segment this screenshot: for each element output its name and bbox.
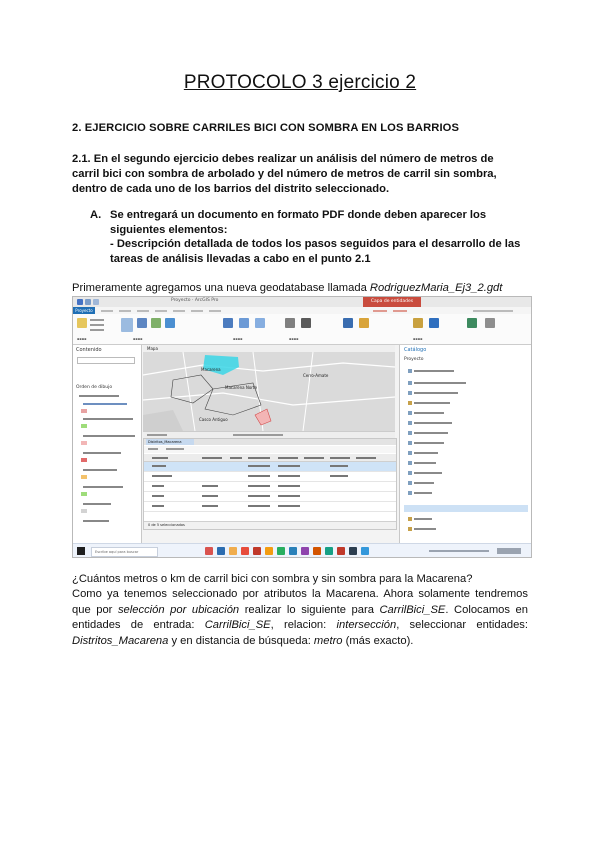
labeling-group-label: ▪▪▪▪ [413,337,423,341]
app-icon[interactable] [205,547,213,555]
table-row[interactable] [144,472,396,482]
contents-search-input[interactable] [77,357,135,364]
column-header[interactable] [248,457,270,459]
toc-selected-layer[interactable] [83,403,127,405]
selection-menu[interactable] [166,448,184,450]
layer-swatch [81,441,87,445]
layer-swatch [81,492,87,496]
text-run-italic: selección por ubicación [117,603,240,616]
catalog-item[interactable] [414,382,466,384]
toc-layer[interactable] [83,418,133,420]
app-icon[interactable] [217,547,225,555]
table-row[interactable] [144,482,396,492]
undo-icon[interactable] [93,299,99,305]
lock-icon[interactable] [429,318,439,328]
map-label: Macarena Norte [225,385,257,390]
explore-icon[interactable] [121,318,133,332]
text-run: (más exacto). [342,634,414,647]
arcgis-screenshot [72,296,532,558]
geodatabase-icon [408,401,412,405]
column-header[interactable] [330,457,350,459]
folder-icon [408,369,412,373]
table-cell [330,475,348,477]
clipboard-group-label: ▪▪▪▪ [77,337,87,341]
text-run-italic: Distritos_Macarena [72,634,169,647]
bookmarks-icon[interactable] [137,318,147,328]
tab-analysis[interactable] [137,310,149,312]
map-statusbar [143,431,395,438]
toc-map-item[interactable] [79,395,119,397]
attribute-table [143,438,397,530]
map-view[interactable] [143,345,395,431]
add-data-icon[interactable] [165,318,175,328]
table-icon [408,391,412,395]
window-titlebar [73,297,531,307]
feature-class-icon [408,451,412,455]
app-icon[interactable] [361,547,369,555]
table-row[interactable] [144,502,396,512]
page-title: PROTOCOLO 3 ejercicio 2 [183,72,417,93]
windows-taskbar [73,543,531,558]
selection-count: 0 de 5 seleccionados [148,523,185,527]
project-tab[interactable]: Proyecto [73,307,95,314]
column-header[interactable] [304,457,324,459]
app-icon[interactable] [265,547,273,555]
app-icon[interactable] [337,547,345,555]
table-cell [248,465,270,467]
locate-icon[interactable] [301,318,311,328]
table-row[interactable] [144,462,396,472]
catalog-item[interactable] [414,442,444,444]
feature-class-icon [408,431,412,435]
table-cell [152,495,164,497]
column-header[interactable] [356,457,376,459]
clear-selection-icon[interactable] [255,318,265,328]
field-menu[interactable] [148,448,158,450]
feature-class-icon [408,421,412,425]
list-letter: A. [90,209,102,221]
system-tray[interactable] [429,550,489,552]
question-section [72,572,528,649]
app-icon[interactable] [325,547,333,555]
folder-icon [408,527,412,531]
selection-group-label: ▪▪▪▪ [233,337,243,341]
layer-swatch [81,475,87,479]
infographics-icon[interactable] [343,318,353,328]
app-icon[interactable] [241,547,249,555]
text-run-italic: intersección [336,619,397,632]
copy-path-button[interactable] [90,329,104,331]
catalog-item[interactable] [414,482,434,484]
map-label: Cerro-Amate [303,373,329,378]
text-run: y en distancia de búsqueda: [168,634,314,647]
feature-class-icon [408,491,412,495]
search-command-box[interactable] [473,310,513,312]
list-item-body [110,208,530,266]
catalog-pane-title: Catálogo [404,347,427,353]
inquiry-group-label: ▪▪▪▪ [289,337,299,341]
feature-class-icon [408,461,412,465]
map-label: Macarena [201,367,221,372]
text-run-italic: CarrilBici_SE [204,619,271,632]
catalog-item[interactable] [414,472,442,474]
tab-share[interactable] [209,310,221,312]
geodatabase-name: RodriguezMaria_Ej3_2.gdt [369,282,503,294]
toc-layer[interactable] [83,452,121,454]
app-icon[interactable] [313,547,321,555]
list-line-2: - Descripción detallada de todos los pasos seguidos para el desarrollo de las tareas de análisis llevadas a cabo en el punto 2.1 [110,238,521,265]
feature-class-icon [408,471,412,475]
attribute-table-toolbar [144,446,396,453]
table-cell [278,465,300,467]
attribute-table-tab[interactable] [144,439,396,445]
table-cell [202,505,218,507]
toc-layer[interactable] [83,503,111,505]
app-icon[interactable] [277,547,285,555]
drawing-order-label: Orden de dibujo [76,385,113,390]
folder-icon [408,517,412,521]
catalog-item[interactable] [414,370,454,372]
feature-class-icon [408,481,412,485]
catalog-item[interactable] [414,462,436,464]
map-label: Casco Antiguo [199,417,228,422]
table-cell [330,465,348,467]
intro-line [72,282,502,294]
table-cell [248,505,270,507]
catalog-item[interactable] [414,528,436,530]
layer-swatch [81,409,87,413]
app-icon[interactable] [229,547,237,555]
paste-icon[interactable] [77,318,87,328]
table-cell [202,485,218,487]
text-run: , seleccionar entidades: [396,619,528,632]
tab-edit[interactable] [173,310,185,312]
toc-layer[interactable] [83,520,109,522]
table-cell [248,475,270,477]
tab-appearance[interactable] [373,310,387,312]
column-header[interactable] [152,457,168,459]
toc-layer[interactable] [83,469,117,471]
selected-geodatabase[interactable] [404,505,528,512]
text-run-italic: metro [313,634,343,647]
catalog-item[interactable] [414,452,438,454]
tab-view[interactable] [155,310,167,312]
app-icon[interactable] [253,547,261,555]
table-cell [248,485,270,487]
catalog-tab-project[interactable]: Proyecto [404,357,424,362]
text-run-italic: CarrilBici_SE [379,603,446,616]
table-cell [152,465,166,467]
table-icon [408,381,412,385]
feature-class-icon [408,441,412,445]
catalog-item[interactable] [414,492,432,494]
catalog-item[interactable] [414,392,458,394]
catalog-item[interactable] [414,422,452,424]
layer-swatch [81,424,87,428]
sync-icon[interactable] [485,318,495,328]
basemap-icon[interactable] [151,318,161,328]
feature-class-icon [408,411,412,415]
label-icon[interactable] [413,318,423,328]
column-header[interactable] [230,457,242,459]
layer-swatch [81,509,87,513]
app-icon[interactable] [301,547,309,555]
catalog-pane [399,345,532,543]
app-icon[interactable] [349,547,357,555]
text-run: realizar lo siguiente para [239,603,380,616]
catalog-item[interactable] [414,412,444,414]
tab-map[interactable] [101,310,113,312]
select-by-location-icon[interactable] [223,318,233,328]
open-icon[interactable] [85,299,91,305]
list-line-1: Se entregará un documento en formato PDF donde deben aparecer los siguientes elementos: [110,209,487,236]
column-header[interactable] [202,457,222,459]
cut-button[interactable] [90,319,104,321]
attribute-table-footer [144,521,396,529]
measure-icon[interactable] [285,318,295,328]
contents-pane-title: Contenido [76,347,102,353]
map-tab-label: Mapa [147,346,158,351]
window-title: Proyecto · ArcGIS Pro [171,298,219,303]
copy-button[interactable] [90,324,104,326]
ribbon-tabs [73,307,531,314]
coordinate-icon[interactable] [359,318,369,328]
select-by-attributes-icon[interactable] [239,318,249,328]
text-run: . Colocamos en entidades de entrada: [72,603,528,632]
table-cell [278,495,300,497]
navigate-group-label: ▪▪▪▪ [133,337,143,341]
attribute-table-tab-label: Distritos_Macarena [146,439,194,445]
save-icon[interactable] [77,299,83,305]
procedure-paragraph [72,587,528,649]
table-cell [248,495,270,497]
context-tab[interactable]: Capa de entidades [363,297,421,307]
table-cell [202,495,218,497]
map-canvas [143,345,395,431]
tab-labeling[interactable] [393,310,407,312]
table-cell [152,505,164,507]
exercise-paragraph: 2.1. En el segundo ejercicio debes realizar un análisis del número de metros de carril bici con sombra de arbolado y del número de metros de carril sin sombra, dentro de cada uno de los barrios del distrito seleccionado. [72,153,497,195]
attribute-table-header [144,454,396,462]
text-run: , relacion: [270,619,337,632]
toc-layer[interactable] [83,486,123,488]
table-cell [278,485,300,487]
app-icon[interactable] [289,547,297,555]
table-cell [152,485,164,487]
table-cell [278,505,300,507]
taskbar-search[interactable]: Escribe aquí para buscar [91,547,158,557]
table-cell [152,475,172,477]
tab-imagery[interactable] [191,310,203,312]
tab-insert[interactable] [119,310,131,312]
scale-selector[interactable] [147,434,167,436]
download-map-icon[interactable] [467,318,477,328]
clock[interactable] [497,548,521,554]
list-item-a [90,208,530,266]
ribbon [73,314,531,345]
catalog-item[interactable] [414,518,432,520]
intro-text: Primeramente agregamos una nueva geodatabase llamada [72,282,370,294]
section-heading: 2. EJERCICIO SOBRE CARRILES BICI CON SOMBRA EN LOS BARRIOS [72,122,460,134]
question-line: ¿Cuántos metros o km de carril bici con sombra y sin sombra para la Macarena? [72,573,473,585]
layer-swatch [81,458,87,462]
coordinates-readout [233,434,283,436]
catalog-item[interactable] [414,432,448,434]
start-icon[interactable] [77,547,85,555]
table-row[interactable] [144,492,396,502]
column-header[interactable] [278,457,298,459]
text-run: Como ya tenemos seleccionado por atributos la Macarena. Ahora solamente tendremos que por [72,588,528,616]
catalog-item[interactable] [414,402,450,404]
contents-pane [73,345,142,543]
table-cell [278,475,300,477]
toc-layer[interactable] [83,435,135,437]
